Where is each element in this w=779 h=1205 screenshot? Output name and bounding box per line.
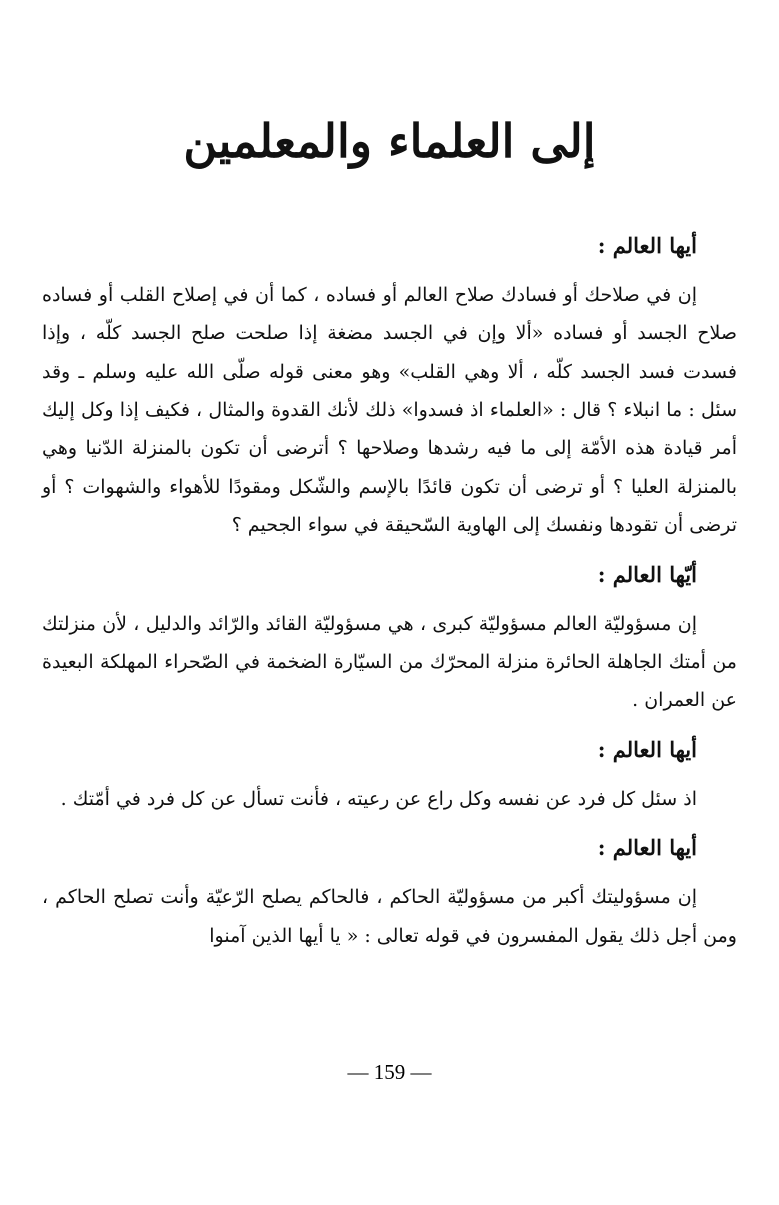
section-heading: أيها العالم : bbox=[597, 835, 697, 861]
section-1 bbox=[42, 216, 737, 545]
page-number: — 159 — bbox=[347, 1060, 432, 1084]
section-heading: أيها العالم : bbox=[597, 232, 697, 258]
section-4 bbox=[42, 818, 737, 955]
section-paragraph: إن مسؤوليّة العالم مسؤوليّة كبرى ، هي مسؤوليّة القائد والرّائد والدليل ، لأن منزلتك من أمتك الجاهلة الحائرة منزلة المحرّك من السيّارة الضخمة في الصّحراء المهلكة البعيدة عن العمران . bbox=[42, 612, 737, 712]
section-paragraph: إن في صلاحك أو فسادك صلاح العالم أو فساده ، كما أن في إصلاح القلب أو فساده صلاح الجسد أو فساده «ألا وإن في الجسد مضغة إذا صلحت صلح الجسد كلّه ، وإذا فسدت فسد الجسد كلّه ، ألا وهي القلب» وهو معنى قوله صلّى الله عليه وسلم ـ وقد سئل : ما انبلاء ؟ قال : «العلماء اذ فسدوا» ذلك لأنك القدوة والمثال ، فكيف إذا وكل إليك أمر قيادة هذه الأمّة إلى ما فيه رشدها وصلاحها ؟ أترضى أن تكون بالمنزلة الدّنيا وهي بالمنزلة العليا ؟ أو ترضى أن تكون قائدًا بالإسم والشّكل ومقودًا للأهواء والشهوات ؟ أو ترضى أن تقودها ونفسك إلى الهاوية السّحيقة في سواء الجحيم ؟ bbox=[42, 283, 737, 537]
section-2 bbox=[42, 545, 737, 720]
section-paragraph: إن مسؤوليتك أكبر من مسؤوليّة الحاكم ، فالحاكم يصلح الرّعيّة وأنت تصلح الحاكم ، ومن أجل ذلك يقول المفسرون في قوله تعالى : « يا أيها الذين آمنوا bbox=[42, 886, 737, 947]
section-heading: أيها العالم : bbox=[597, 736, 697, 762]
section-heading: أيّها العالم : bbox=[597, 561, 697, 587]
page-title: إلى العلماء والمعلمين bbox=[183, 114, 596, 168]
section-paragraph: اذ سئل كل فرد عن نفسه وكل راع عن رعيته ، فأنت تسأل عن كل فرد في أمّتك . bbox=[60, 787, 697, 810]
section-3 bbox=[42, 720, 737, 818]
